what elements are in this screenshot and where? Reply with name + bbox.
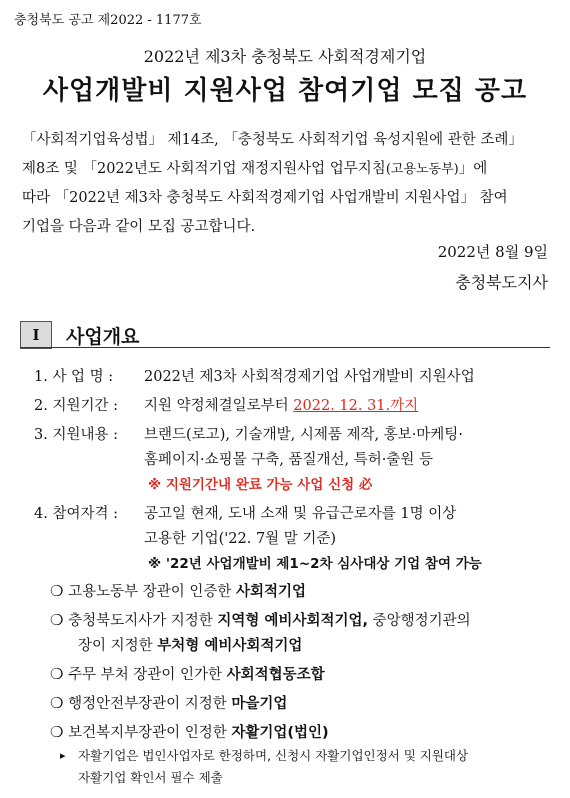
circle-bullet-icon: ❍ <box>50 582 64 600</box>
item-4-line-2: 고용한 기업('22. 7월 말 기준) <box>144 531 337 547</box>
footnote-line-1: 자활기업은 법인사업자로 한정하며, 신청시 자활기업인정서 및 지원대상 <box>78 748 469 763</box>
intro-line-2 <box>22 157 487 178</box>
section-divider <box>20 347 550 348</box>
item-3-label: 3. 지원내용 : <box>34 427 118 443</box>
item-1-value: 2022년 제3차 사회적경제기업 사업개발비 지원사업 <box>144 369 475 385</box>
item-2-value <box>144 394 418 415</box>
notice-subtitle: 2022년 제3차 충청북도 사회적경제기업 <box>143 47 427 66</box>
circle-bullet-icon: ❍ <box>50 694 64 712</box>
circle-bullet-icon: ❍ <box>50 723 64 741</box>
intro-line-1: 「사회적기업육성법」 제14조, 「충청북도 사회적기업 육성지원에 관한 조례」 <box>22 132 523 148</box>
circle-bullet-icon: ❍ <box>50 611 64 629</box>
item-2-deadline: 2022. 12. 31.까지 <box>293 398 419 414</box>
issuer: 충청북도지사 <box>455 273 548 292</box>
item-4-note: ※ '22년 사업개발비 제1~2차 심사대상 기업 참여 가능 <box>148 556 482 572</box>
eligibility-item: ❍ 고용노동부 장관이 인증한 사회적기업 <box>50 582 307 600</box>
intro-line-3: 따라 「2022년 제3차 충청북도 사회적경제기업 사업개발비 지원사업」 참여 <box>22 190 508 206</box>
intro-line-4: 기업을 다음과 같이 모집 공고합니다. <box>22 219 256 235</box>
notice-number: 충청북도 공고 제2022 - 1177호 <box>14 13 202 28</box>
triangle-bullet-icon: ▸ <box>60 749 66 762</box>
intro-line-2-main: 제8조 및 「2022년도 사회적기업 재정지원사업 업무지침 <box>22 161 386 177</box>
item-2-label: 2. 지원기간 : <box>34 398 118 414</box>
eligibility-item: ❍ 보건복지부장관이 인정한 자활기업(법인) <box>50 723 329 741</box>
eligibility-item-continued: 장이 지정한 부처형 예비사회적기업 <box>78 638 303 654</box>
eligibility-item: ❍ 충청북도지사가 지정한 지역형 예비사회적기업, 중앙행정기관의 <box>50 611 471 629</box>
item-3-line-2: 홈페이지·쇼핑몰 구축, 품질개선, 특허·출원 등 <box>144 452 433 468</box>
section-number-box: Ⅰ <box>20 321 52 349</box>
notice-title: 사업개발비 지원사업 참여기업 모집 공고 <box>42 76 528 106</box>
eligibility-item: ❍ 주무 부처 장관이 인가한 사회적협동조합 <box>50 665 325 683</box>
intro-line-2-ministry: (고용노동부) <box>385 162 459 177</box>
section-title: 사업개요 <box>66 326 140 348</box>
circle-bullet-icon: ❍ <box>50 665 64 683</box>
eligibility-item: ❍ 행정안전부장관이 지정한 마을기업 <box>50 694 288 712</box>
item-1-label: 1. 사 업 명 : <box>34 369 114 385</box>
item-4-line-1: 공고일 현재, 도내 소재 및 유급근로자를 1명 이상 <box>144 506 457 522</box>
item-4-label: 4. 참여자격 : <box>34 506 118 522</box>
item-3-note: ※ 지원기간내 완료 가능 사업 신청 必 <box>148 477 373 493</box>
item-2-text: 지원 약정체결일로부터 <box>144 398 289 414</box>
notice-date: 2022년 8월 9일 <box>437 243 548 261</box>
intro-line-2-end: 」에 <box>458 161 488 177</box>
footnote-line-2: 자활기업 확인서 필수 제출 <box>78 770 223 785</box>
item-3-line-1: 브랜드(로고), 기술개발, 시제품 제작, 홍보·마케팅· <box>144 427 463 443</box>
